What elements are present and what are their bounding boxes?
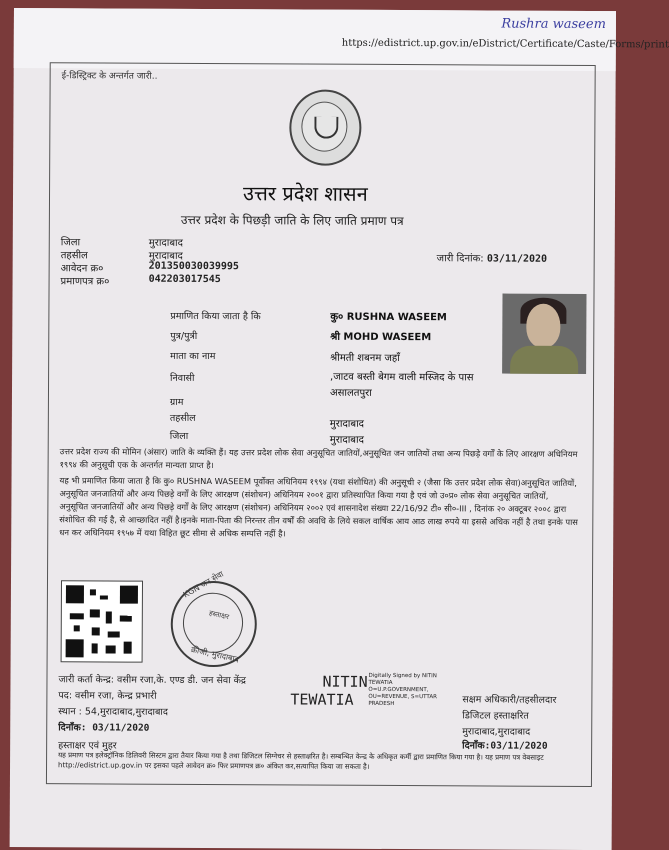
district-value: मुरादाबाद bbox=[148, 237, 183, 249]
resident-value: ,जाटव बस्ती बेगम वाली मस्जिद के पास bbox=[330, 371, 474, 384]
seal-top-text: KGN जन सेवा bbox=[181, 569, 226, 600]
digitally-signed-label: डिजिटल हस्ताक्षरित bbox=[462, 710, 529, 722]
digital-signature-details: Digitally Signed by NITIN TEWATIA O=U.P.GOVERNMENT, OU=REVENUE, S=UTTAR PRADESH bbox=[368, 672, 437, 708]
district2-value: मुरादाबाद bbox=[329, 434, 364, 446]
caste-statement: उत्तर प्रदेश राज्य की मोमिन (अंसार) जाति के व्यक्ति हैं। यह उत्तर प्रदेश लोक सेवा अनुसूचित जातियों,अनुसूचित जन जातियों तथा अन्य पिछड़े वर्गों के लिए आरक्षण अधिनियम १९९४ की अनुसूची एक के अन्तर्गत मान्यता प्राप्त है। bbox=[59, 446, 578, 471]
issuer-designation: पद: वसीम रजा, केन्द्र प्रभारी bbox=[58, 690, 157, 702]
digital-signer-name-line1: NITIN bbox=[322, 672, 368, 691]
issue-date-value: 03/11/2020 bbox=[486, 253, 548, 265]
print-url: https://edistrict.up.gov.in/eDistrict/Certificate/Caste/Forms/print bbox=[341, 37, 669, 51]
certificate-page bbox=[10, 8, 669, 850]
seal-bottom-text: क्रीजी, मुरादाबाद bbox=[190, 644, 240, 665]
applicant-name: कु० RUSHNA WASEEM bbox=[330, 311, 447, 324]
applicant-photo bbox=[502, 294, 586, 374]
father-name: श्री MOHD WASEEM bbox=[330, 331, 432, 344]
district2-label: जिला bbox=[169, 430, 189, 442]
up-government-emblem-icon bbox=[289, 89, 361, 165]
resident-label: निवासी bbox=[170, 372, 195, 384]
certify-label: प्रमाणित किया जाता है कि bbox=[170, 310, 261, 323]
tehsil-label: तहसील bbox=[60, 250, 88, 262]
village-value: असालतपुरा bbox=[329, 387, 372, 399]
handwritten-note: Rushra waseem bbox=[501, 16, 606, 33]
certificate-no-label: प्रमाणपत्र क्र० bbox=[60, 276, 110, 288]
issuer-date: दिनाँक: 03/11/2020 bbox=[58, 722, 150, 734]
tehsil2-value: मुरादाबाद bbox=[329, 418, 365, 430]
mother-label: माता का नाम bbox=[170, 350, 216, 363]
qr-code-icon bbox=[61, 580, 143, 662]
issue-date bbox=[437, 250, 547, 265]
issuer-center: जारी कर्ता केन्द्र: वसीम रजा,के. एण्ड डी. जन सेवा केंद्र bbox=[58, 674, 247, 687]
application-label: आवेदन क्र० bbox=[60, 263, 104, 275]
edistrict-issued-label: ई-डिस्ट्रिक्ट के अन्तर्गत जारी.. bbox=[61, 71, 158, 82]
certificate-number: 042203017545 bbox=[148, 273, 221, 286]
issue-date-label: जारी दिनांक: bbox=[436, 253, 484, 265]
digital-signer-name-line2: TEWATIA bbox=[290, 690, 354, 709]
application-number: 201350030039995 bbox=[148, 260, 239, 273]
bow-arrow-icon bbox=[314, 117, 338, 139]
certificate-subtitle: उत्तर प्रदेश के पिछड़ी जाति के लिए जाति प्रमाण पत्र bbox=[180, 212, 404, 229]
village-label: ग्राम bbox=[169, 396, 184, 408]
verification-footer: यह प्रमाण पत्र इलेक्ट्रॉनिक डिलिवरी सिस्टम द्वारा तैयार किया गया है तथा डिजिटल सिग्नेचर से हस्ताक्षरित है। सम्बन्धित केन्द्र के अधिकृत कर्मी द्वारा प्रमाणित किया गया है। यह प्रमाण पत्र वेबसाइट http://edistrict.up.gov.in पर इसका पहले आवेदन क्र० फिर प्रमाणपत्र क्र० अंकित कर,सत्यापित किया जा सकता है। bbox=[58, 751, 544, 771]
mother-name: श्रीमती शबनम जहाँ bbox=[330, 352, 400, 365]
competent-authority: सक्षम अधिकारी/तहसीलदार bbox=[462, 694, 557, 706]
authority-date: दिनाँक:03/11/2020 bbox=[462, 740, 548, 752]
district-label: जिला bbox=[60, 237, 81, 249]
seal-signature-text: हस्ताक्षर bbox=[208, 609, 230, 622]
sign-seal-label: हस्ताक्षर एवं मुहर bbox=[58, 740, 117, 752]
tehsil-value: मुरादाबाद bbox=[148, 250, 183, 262]
son-daughter-label: पुत्र/पुत्री bbox=[170, 330, 198, 342]
issuer-place: स्थान : 54,मुरादाबाद,मुरादाबाद bbox=[58, 706, 168, 718]
authority-place: मुरादाबाद,मुरादाबाद bbox=[462, 726, 531, 738]
creamy-layer-statement: यह भी प्रमाणित किया जाता है कि कु० RUSHNA WASEEM पूर्वोक्त अधिनियम १९९४ (यथा संशोधित) की अनुसूची २ (जैसा कि उत्तर प्रदेश लोक सेवा)अनुसूचित जातियों, अनुसूचित जनजातियों और अन्य पिछड़े वर्गों के लिए आरक्षण (संशोधन) अधिनियम २००१ द्वारा प्रतिस्थापित किया गया है एवं जो उ०प्र० लोक सेवा अनुसूचित जातियों, अनुसूचित जनजातियों और अन्य पिछड़े वर्गों के लिए आरक्षण (संशोधन) अधिनियम २००२ एवं शासनादेश संख्या 22/16/92 टी० सी०-III , दिनांक २० अक्टूबर २००८ द्वारा संशोधित की गई है, से आच्छादित नहीं है।इनके माता-पिता की निरन्तर तीन वर्षों की अवधि के लिये सकल वार्षिक आय आठ लाख रुपये या इससे अधिक नहीं है तथा इनके पास धन कर अधिनियम १९५७ में यथा विहित छूट सीमा से अधिक सम्पत्ति नहीं है। bbox=[59, 475, 578, 539]
tehsil2-label: तहसील bbox=[169, 412, 196, 424]
page-title: उत्तर प्रदेश शासन bbox=[242, 181, 368, 206]
